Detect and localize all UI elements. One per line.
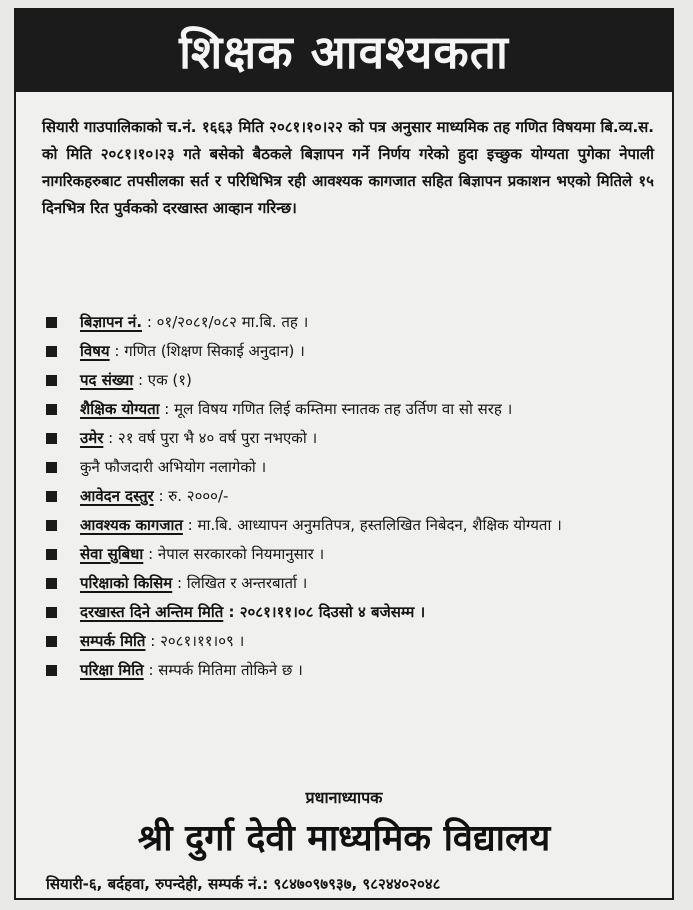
list-item-subject — [36, 339, 660, 363]
list-item-exam-type — [36, 571, 660, 595]
item-label: सेवा सुबिधा — [80, 545, 144, 563]
square-bullet-icon — [46, 491, 57, 502]
square-bullet-icon — [46, 404, 57, 415]
list-item-age — [36, 426, 660, 450]
square-bullet-icon — [46, 665, 57, 676]
item-value: : ०१/२०८१/०८२ मा.बि. तह । — [142, 313, 309, 331]
square-bullet-icon — [46, 375, 57, 386]
list-item-no-criminal-charge — [36, 455, 660, 479]
list-item-application-fee — [36, 484, 660, 508]
list-item-exam-date — [36, 658, 660, 682]
square-bullet-icon — [46, 520, 57, 531]
item-value: : लिखित र अन्तरबार्ता । — [172, 574, 308, 592]
item-value: कुनै फौजदारी अभियोग नलागेको । — [80, 458, 267, 476]
list-item-contact-date — [36, 629, 660, 653]
notice-card — [14, 8, 674, 900]
list-item-advert-number — [36, 310, 660, 334]
item-value: : सम्पर्क मितिमा तोकिने छ । — [143, 661, 303, 679]
item-value: : नेपाल सरकारको नियमानुसार । — [143, 545, 325, 563]
item-value: : रु. २०००/- — [153, 487, 229, 505]
item-label: सम्पर्क मिति — [80, 632, 146, 650]
square-bullet-icon — [46, 549, 57, 560]
header-band — [16, 10, 672, 92]
item-label: आवेदन दस्तुर — [80, 487, 154, 505]
school-name: श्री दुर्गा देवी माध्यमिक विद्यालय — [137, 818, 551, 859]
item-value: : मा.बि. आध्यापन अनुमतिपत्र, हस्तलिखित निबेदन, शैक्षिक योग्यता । — [182, 516, 562, 534]
requirements-list — [36, 310, 660, 687]
item-label: विषय — [80, 342, 110, 360]
list-item-deadline — [36, 600, 660, 624]
square-bullet-icon — [46, 317, 57, 328]
square-bullet-icon — [46, 636, 57, 647]
signer-title: प्रधानाध्यापक — [305, 788, 383, 807]
item-label: दरखास्त दिने अन्तिम मिति — [80, 603, 224, 621]
list-item-benefits — [36, 542, 660, 566]
list-item-qualification — [36, 397, 660, 421]
list-item-post-count — [36, 368, 660, 392]
school-address-contact: सियारी-६, बर्दहवा, रुपन्देही, सम्पर्क नं.: ९८४७०९७९३७, ९८२४४०२०४८ — [46, 875, 441, 893]
item-label: उमेर — [80, 429, 104, 447]
square-bullet-icon — [46, 462, 57, 473]
item-value: : २०८१।११।०८ दिउसो ४ बजेसम्म । — [223, 603, 426, 621]
notice-title: शिक्षक आवश्यकता — [179, 25, 509, 79]
square-bullet-icon — [46, 433, 57, 444]
intro-paragraph: सियारी गाउपालिकाको च.नं. १६६३ मिति २०८१।१०।२२ को पत्र अनुसार माध्यमिक तह गणित विषयमा बि.व्य.स. को मिति २०८१।१०।२३ गते बसेको बैठकले बिज्ञापन गर्ने निर्णय गरेको हुदा इच्छुक योग्यता पुगेका नेपाली नागरिकहरुबाट तपसीलका सर्त र परिधिभित्र रही आवश्यक कागजात सहित बिज्ञापन प्रकाशन भएको मितिले १५ दिनभित्र रित पुर्वकको दरखास्त आव्हान गरिन्छ। — [42, 118, 654, 217]
item-label: परिक्षा मिति — [80, 661, 144, 679]
item-value: : एक (१) — [133, 371, 192, 389]
item-value: : २०८१।११।०९ । — [145, 632, 245, 650]
item-label: शैक्षिक योग्यता — [80, 400, 160, 418]
item-value: : मूल विषय गणित लिई कम्तिमा स्नातक तह उर्तिण वा सो सरह । — [159, 400, 513, 418]
item-value: : गणित (शिक्षण सिकाई अनुदान) । — [109, 342, 305, 360]
square-bullet-icon — [46, 346, 57, 357]
item-label: परिक्षाको किसिम — [80, 574, 173, 592]
list-item-required-documents — [36, 513, 660, 537]
item-label: बिज्ञापन नं. — [80, 313, 143, 331]
item-label: आवश्यक कागजात — [80, 516, 183, 534]
item-value: : २१ वर्ष पुरा भै ४० वर्ष पुरा नभएको । — [103, 429, 318, 447]
square-bullet-icon — [46, 607, 57, 618]
item-label: पद संख्या — [80, 371, 134, 389]
square-bullet-icon — [46, 578, 57, 589]
